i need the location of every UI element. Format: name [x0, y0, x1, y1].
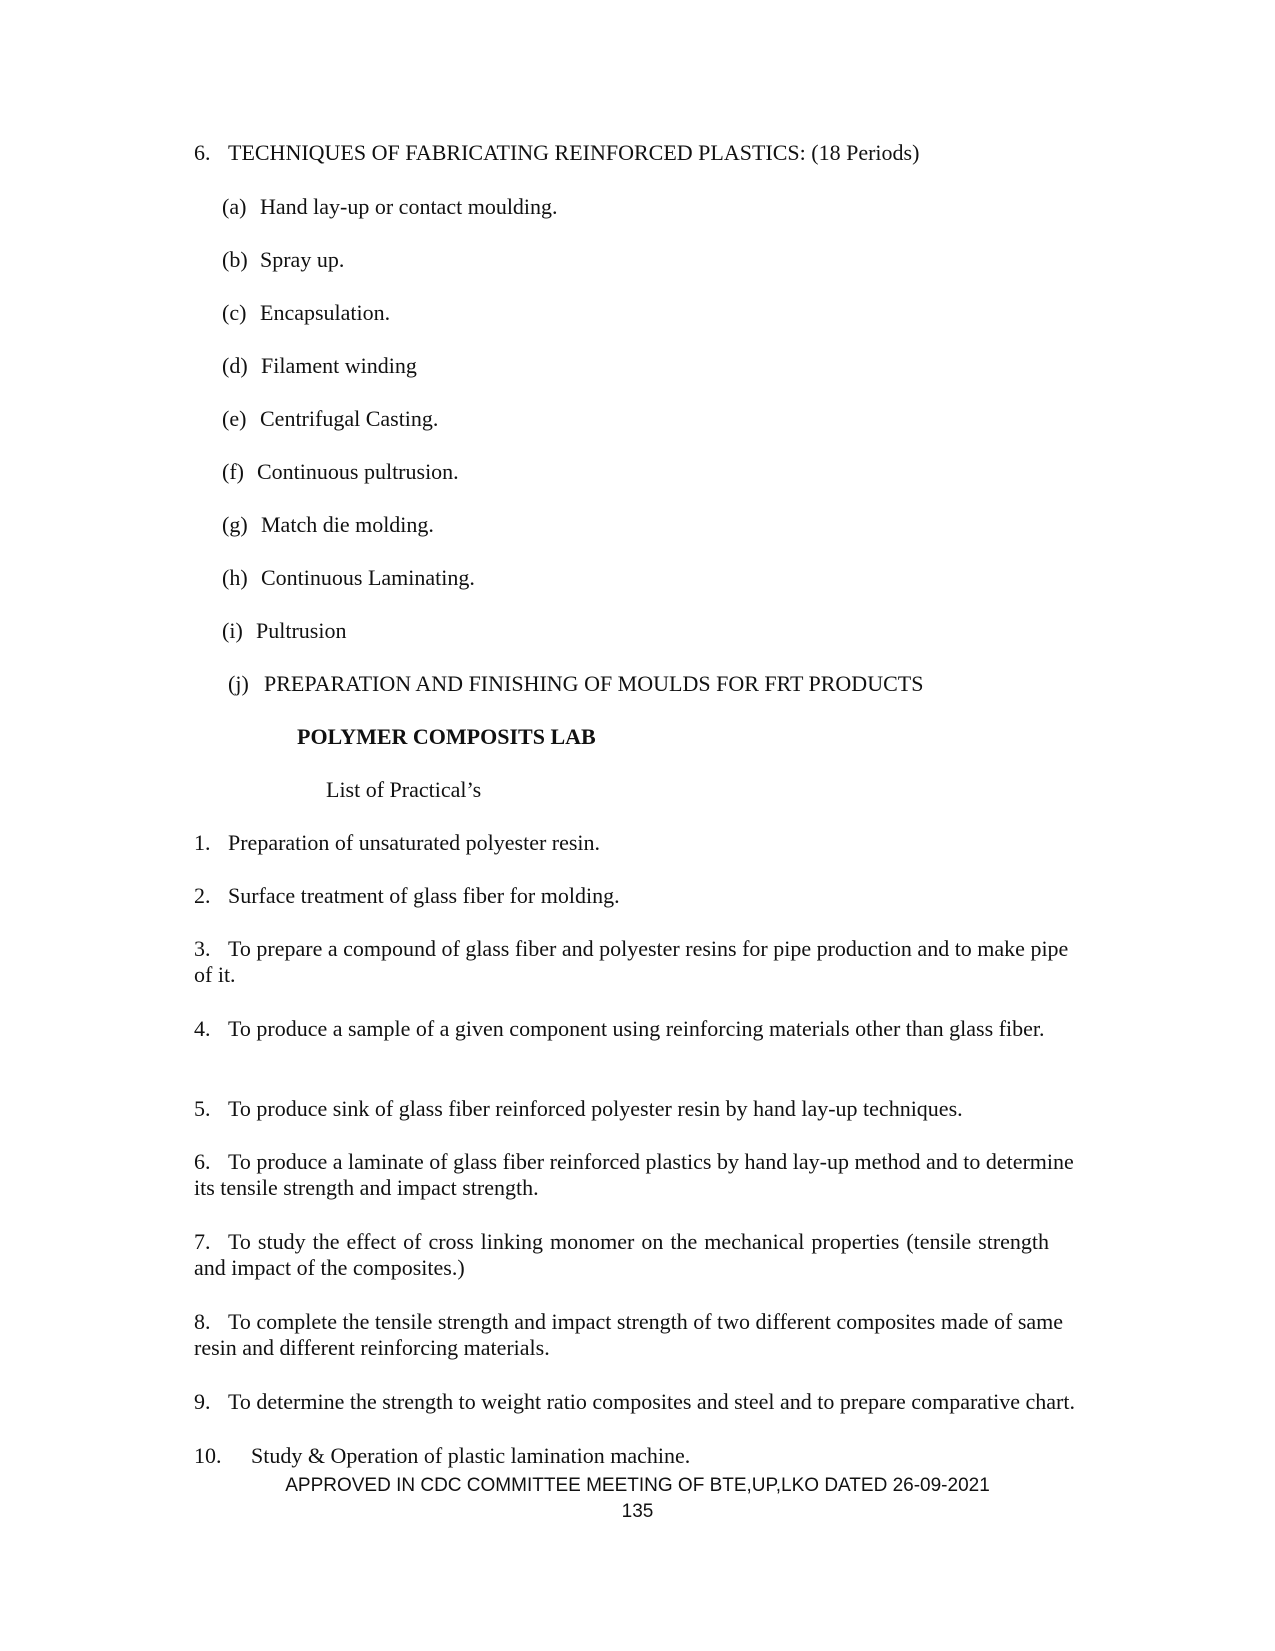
practical-number: 6. [194, 1149, 211, 1174]
list-item [222, 618, 346, 644]
practical-text: Surface treatment of glass fiber for molding. [228, 883, 620, 908]
item-text: Hand lay-up or contact moulding. [260, 194, 558, 219]
item-marker: (b) [222, 247, 248, 272]
practical-text: To produce a sample of a given component using reinforcing materials other than glass fiber. [228, 1016, 1045, 1041]
list-item [222, 300, 390, 326]
practical-number: 9. [194, 1389, 211, 1414]
practical-text: To determine the strength to weight ratio composites and steel and to prepare comparative chart. [228, 1389, 1075, 1414]
item-marker: (e) [222, 406, 247, 431]
item-text: Match die molding. [261, 512, 434, 537]
practical-item [194, 1229, 1049, 1281]
practical-text: To complete the tensile strength and impact strength of two different composites made of same resin and different reinforcing materials. [194, 1309, 1064, 1360]
practical-item [194, 1016, 1084, 1042]
list-item [222, 194, 558, 220]
list-item [222, 565, 475, 591]
item-text: Pultrusion [256, 618, 347, 643]
list-item [222, 512, 434, 538]
practical-item [194, 1096, 1084, 1122]
item-text: Centrifugal Casting. [260, 406, 439, 431]
item-marker: (a) [222, 194, 247, 219]
practical-item [194, 1389, 1084, 1415]
item-text: Continuous pultrusion. [257, 459, 459, 484]
item-text: Spray up. [260, 247, 345, 272]
practical-text: To produce a laminate of glass fiber reinforced plastics by hand lay-up method and to determine its tensile strength and impact strength. [194, 1149, 1074, 1200]
practical-number: 10. [194, 1443, 222, 1468]
item-text: PREPARATION AND FINISHING OF MOULDS FOR FRT PRODUCTS [264, 671, 924, 696]
page-number: 135 [621, 1501, 654, 1522]
list-item [222, 353, 417, 379]
practical-item [194, 830, 1084, 856]
item-text: Encapsulation. [260, 300, 391, 325]
practical-item [194, 883, 1084, 909]
practical-number: 4. [194, 1016, 211, 1041]
item-marker: (i) [222, 618, 243, 643]
list-item [222, 406, 438, 432]
practical-number: 7. [194, 1229, 211, 1254]
item-text: Continuous Laminating. [261, 565, 475, 590]
list-item [222, 459, 459, 485]
item-marker: (d) [222, 353, 248, 378]
section-number: 6. [194, 140, 211, 165]
item-marker: (f) [222, 459, 244, 484]
practical-text: To prepare a compound of glass fiber and polyester resins for pipe production and to make pipe of it. [194, 936, 1069, 987]
practical-number: 2. [194, 883, 211, 908]
practical-item [194, 1443, 690, 1469]
practical-text: Study & Operation of plastic lamination machine. [251, 1443, 691, 1468]
item-marker: (h) [222, 565, 248, 590]
section-heading [194, 140, 919, 166]
practical-number: 5. [194, 1096, 211, 1121]
item-marker: (j) [228, 671, 249, 696]
practical-item [194, 936, 1084, 988]
practical-number: 3. [194, 936, 211, 961]
list-item [222, 247, 344, 273]
item-text: Filament winding [261, 353, 417, 378]
practical-number: 1. [194, 830, 211, 855]
lab-title: POLYMER COMPOSITS LAB [297, 724, 596, 749]
practical-text: Preparation of unsaturated polyester resin. [228, 830, 601, 855]
list-item [228, 671, 923, 697]
practical-item [194, 1309, 1064, 1361]
item-marker: (g) [222, 512, 248, 537]
approval-footer: APPROVED IN CDC COMMITTEE MEETING OF BTE,UP,LKO DATED 26-09-2021 [285, 1475, 990, 1496]
practical-item [194, 1149, 1084, 1201]
lab-subtitle: List of Practical’s [326, 777, 482, 802]
practical-text: To study the effect of cross linking monomer on the mechanical properties (tensile strength and impact of the composites.) [194, 1229, 1049, 1280]
practical-number: 8. [194, 1309, 211, 1334]
item-marker: (c) [222, 300, 247, 325]
practical-text: To produce sink of glass fiber reinforced polyester resin by hand lay-up techniques. [228, 1096, 963, 1121]
section-title: TECHNIQUES OF FABRICATING REINFORCED PLASTICS: (18 Periods) [228, 140, 920, 165]
